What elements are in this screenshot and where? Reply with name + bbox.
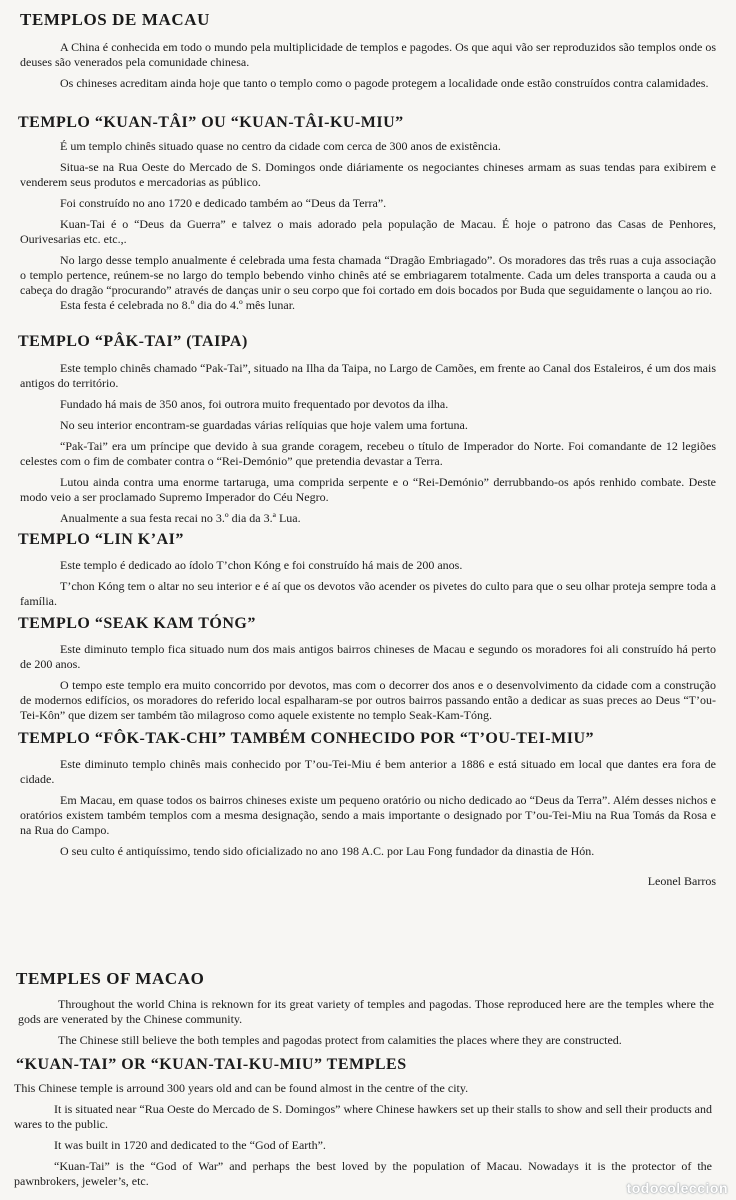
pt-s4-p1: Este diminuto templo fica situado num dos mais antigos bairros chineses de Macau e segundo os moradores foi ali construído há perto de 200 anos. (20, 642, 716, 671)
pt-s3-title-block (0, 530, 736, 550)
pt-main-title: TEMPLOS DE MACAU (20, 10, 210, 29)
pt-s1-title-block (0, 113, 736, 133)
en-intro-p2: The Chinese still believe the both temples and pagodas protect from calamities the places where they are constructed. (58, 1033, 622, 1047)
pt-s1-p3: Foi construído no ano 1720 e dedicado também ao “Deus da Terra”. (60, 196, 387, 210)
pt-s1-p5: No largo desse templo anualmente é celebrada uma festa chamada “Dragão Embriagado”. Os moradores das três ruas a cuja associação o templo pertence, reúnem-se no largo do templo bebendo vinho chinês até se embriagarem totalmente. Cada um deles transporta a cauda ou a cabeça do dragão “procurando” através de danças unir o seu corpo que foi cortado em dois bocados por Buda que seguidamente o lançou ao rio. (20, 253, 716, 297)
pt-s3-p2: T’chon Kóng tem o altar no seu interior e é aí que os devotos vão acender os pivetes do culto para que o seu olhar proteja sempre toda a família. (20, 579, 716, 608)
en-intro (0, 997, 736, 1048)
watermark-logo: todocoleccion (626, 1180, 728, 1196)
pt-section-title-fok-tak-chi: TEMPLO “FÔK-TAK-CHI” TAMBÉM CONHECIDO POR “T’OU-TEI-MIU” (18, 730, 594, 747)
pt-s1-p4: Kuan-Tai é o “Deus da Guerra” e talvez o mais adorado pela população de Macau. É hoje o patrono das Casas de Penhores, Ourivesarias etc. etc.,. (20, 217, 716, 246)
pt-section-title-seak-kam-tong: TEMPLO “SEAK KAM TÓNG” (18, 615, 256, 632)
en-s1-title-block (0, 1055, 736, 1075)
pt-s5-title-block (0, 729, 736, 749)
en-s1-first-p: This Chinese temple is arround 300 years old and can be found almost in the centre of the city. (14, 1081, 469, 1095)
pt-s3-body (0, 558, 736, 609)
pt-s2-title-block (0, 332, 736, 352)
pt-s2-p1: Este templo chinês chamado “Pak-Tai”, situado na Ilha da Taipa, no Largo de Camões, em frente ao Canal dos Estaleiros, é um dos mais antigos do território. (20, 361, 716, 390)
pt-section-title-kuan-tai: TEMPLO “KUAN-TÂI” OU “KUAN-TÂI-KU-MIU” (18, 114, 404, 131)
en-s1-p2: It was built in 1720 and dedicated to the “God of Earth”. (54, 1138, 326, 1152)
pt-s5-p2: Em Macau, em quase todos os bairros chineses existe um pequeno oratório ou nicho dedicado ao “Deus da Terra”. Além desses nichos e oratórios existem também templos com a mesma designação, sendo a mais importante o designado por T’ou-Tei-Miu na Rua Tomás da Rosa e na Rua do Campo. (20, 793, 716, 837)
en-main-title: TEMPLES OF MACAO (16, 969, 205, 988)
pt-signature: Leonel Barros (647, 874, 716, 888)
en-s1-p3: “Kuan-Tai” is the “God of War” and perhaps the best loved by the population of Macau. Nowadays it is the protector of the pawnbrokers, jeweler’s, etc. (14, 1159, 712, 1188)
pt-intro (0, 40, 736, 91)
pt-intro-p2: Os chineses acreditam ainda hoje que tanto o templo como o pagode protegem a localidade onde estão construídos contra calamidades. (60, 76, 709, 90)
en-main-title-block (0, 969, 736, 989)
pt-s2-p2: Fundado há mais de 350 anos, foi outrora muito frequentado por devotos da ilha. (60, 397, 449, 411)
pt-s3-p1: Este templo é dedicado ao ídolo T’chon Kóng e foi construído há mais de 200 anos. (60, 558, 463, 572)
pt-s2-p3: No seu interior encontram-se guardadas várias relíquias que hoje valem uma fortuna. (60, 418, 468, 432)
pt-section-title-lin-kai: TEMPLO “LIN K’AI” (18, 531, 184, 548)
pt-s2-p4: “Pak-Tai” era um príncipe que devido à sua grande coragem, recebeu o título de Imperador do Norte. Foi comandante de 12 legiões celestes com o fim de combater contra o “Rei-Demónio” que pretendia devastar a Terra. (20, 439, 716, 468)
pt-s5-body (0, 757, 736, 859)
pt-s2-p5: Lutou ainda contra uma enorme tartaruga, uma comprida serpente e o “Rei-Demónio” derrubbando-os após renhido combate. Deste modo veio a ser proclamado Supremo Imperador do Céu Negro. (20, 475, 716, 504)
en-s1-p1: It is situated near “Rua Oeste do Mercado de S. Domingos” where Chinese hawkers set up their stalls to show and sell their products and wares to the public. (14, 1102, 712, 1131)
pt-s5-p1: Este diminuto templo chinês mais conhecido por T’ou-Tei-Miu é bem anterior a 1886 e está situado em local que dantes era fora de cidade. (20, 757, 716, 786)
pt-s1-p6: Esta festa é celebrada no 8.º dia do 4.º mês lunar. (60, 298, 296, 312)
pt-s4-body (0, 642, 736, 723)
pt-s1-p2: Situa-se na Rua Oeste do Mercado de S. Domingos onde diáriamente os negociantes chineses armam as suas tendas para exibirem e venderem seus produtos e mercadorias as público. (20, 160, 716, 189)
en-section-title-kuan-tai: “KUAN-TAI” OR “KUAN-TAI-KU-MIU” TEMPLES (16, 1056, 407, 1073)
pt-s2-body (0, 361, 736, 526)
pt-s1-p1: É um templo chinês situado quase no centro da cidade com cerca de 300 anos de existência. (60, 139, 501, 153)
pt-main-title-block (0, 10, 736, 30)
pt-intro-p1: A China é conhecida em todo o mundo pela multiplicidade de templos e pagodes. Os que aqui vão ser reproduzidos são templos onde os deuses são venerados pela comunidade chinesa. (20, 40, 716, 69)
pt-s5-p3: O seu culto é antiquíssimo, tendo sido oficializado no ano 198 A.C. por Lau Fong fundador da dinastia de Hón. (60, 844, 595, 858)
pt-s2-p6: Anualmente a sua festa recai no 3.º dia da 3.ª Lua. (60, 511, 301, 525)
en-s1-body (0, 1081, 736, 1189)
pt-s4-title-block (0, 614, 736, 634)
pt-s1-body (0, 139, 736, 313)
pt-s4-p2: O tempo este templo era muito concorrido por devotos, mas com o decorrer dos anos e o desenvolvimento da cidade com a construção de modernos edifícios, os moradores do referido local espalharam-se por outros bairros passando então a dedicar as suas preces ao Deus “T’ou-Tei-Kôn” que dizem ser também tão milagroso como aquele existente no templo Seak-Kam-Tóng. (20, 678, 716, 722)
en-intro-p1: Throughout the world China is reknown for its great variety of temples and pagodas. Those reproduced here are the temples where the gods are venerated by the Chinese community. (18, 997, 714, 1026)
pt-section-title-pak-tai: TEMPLO “PÂK-TAI” (TAIPA) (18, 333, 248, 350)
